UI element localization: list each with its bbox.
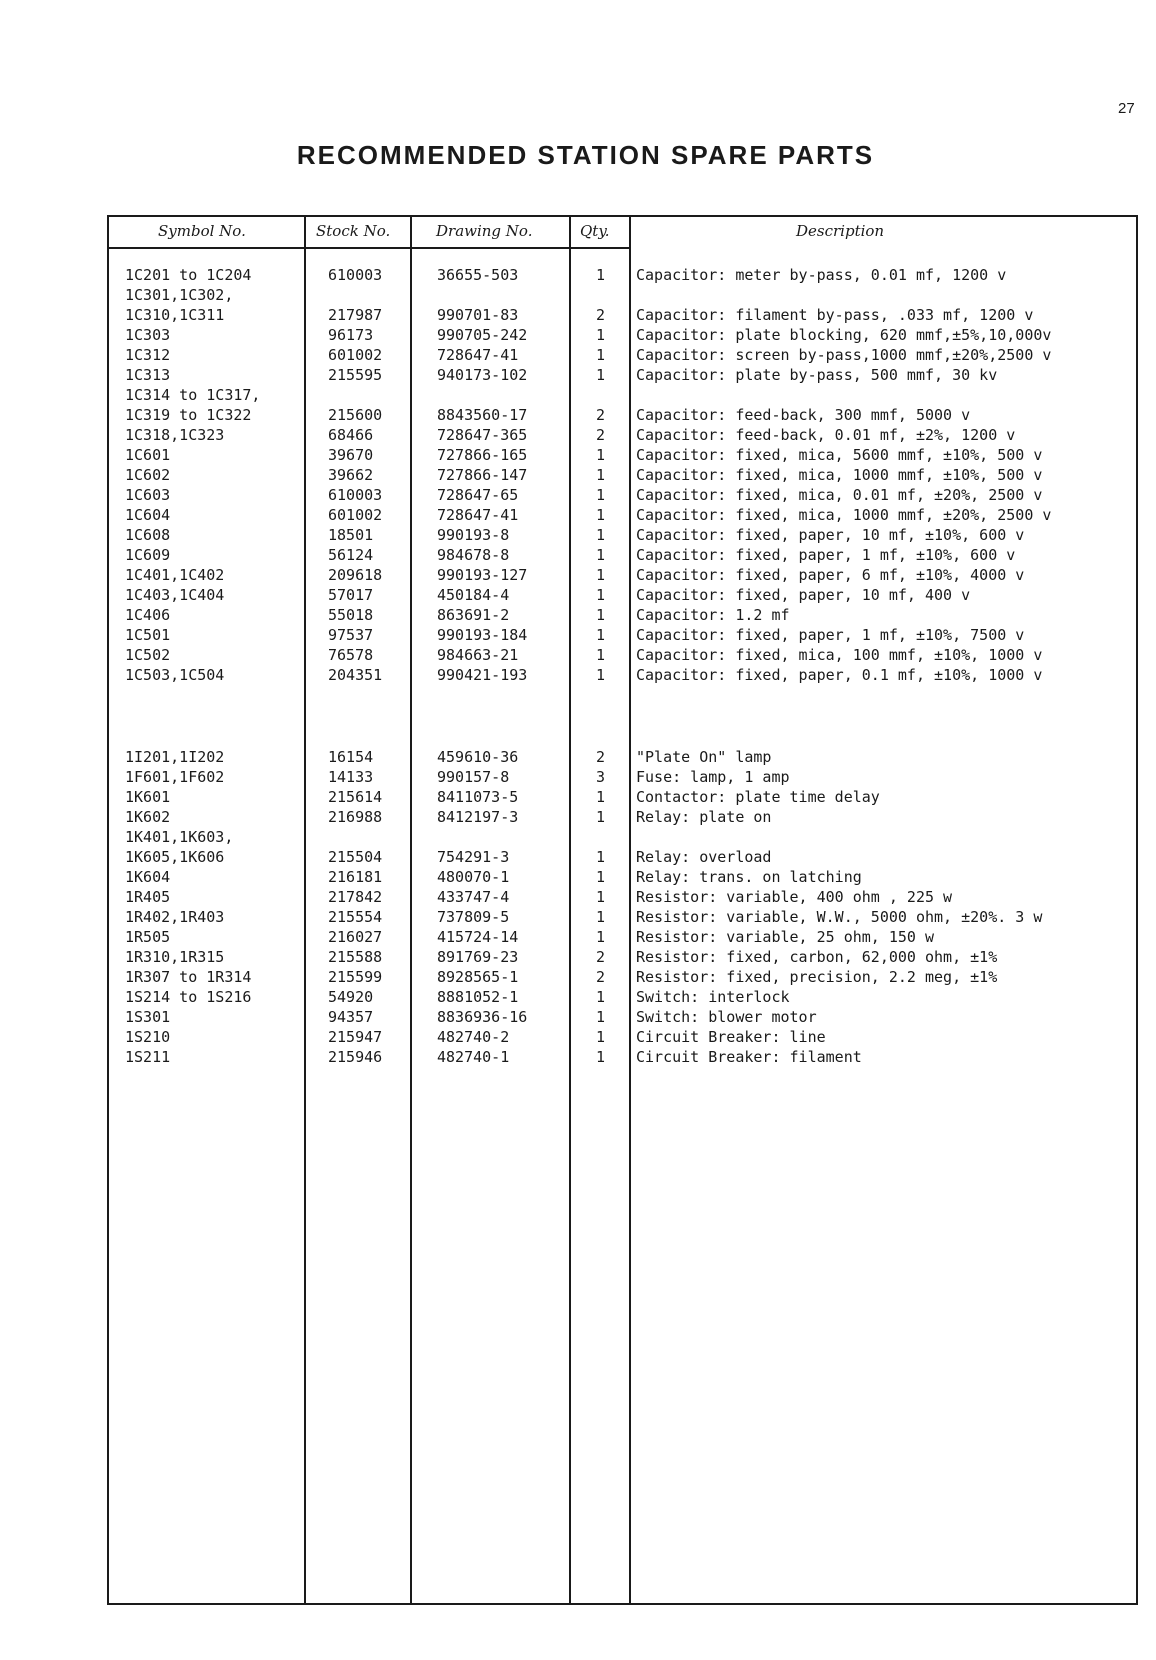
drawing-cell: 990705-242 (437, 326, 528, 344)
qty-cell: 3 (596, 768, 606, 786)
table-row (0, 265, 1156, 285)
symbol-cell: 1C603 (125, 486, 171, 504)
drawing-cell: 990193-8 (437, 526, 510, 544)
symbol-cell: 1C318,1C323 (125, 426, 225, 444)
drawing-cell: 727866-165 (437, 446, 528, 464)
symbol-cell: 1C401,1C402 (125, 566, 225, 584)
description-cell: Capacitor: screen by-pass,1000 mmf,±20%,2500 v (636, 346, 1052, 364)
header-symbol: Symbol No. (158, 222, 246, 240)
table-row (0, 485, 1156, 505)
drawing-cell: 990157-8 (437, 768, 510, 786)
drawing-cell: 8843560-17 (437, 406, 528, 424)
table-row (0, 445, 1156, 465)
table-row (0, 345, 1156, 365)
table-row (0, 665, 1156, 685)
description-cell: Resistor: variable, 25 ohm, 150 w (636, 928, 935, 946)
symbol-cell: 1C608 (125, 526, 171, 544)
description-cell: Resistor: variable, W.W., 5000 ohm, ±20%. 3 w (636, 908, 1043, 926)
table-row (0, 987, 1156, 1007)
qty-cell: 1 (596, 326, 606, 344)
symbol-cell: 1F601,1F602 (125, 768, 225, 786)
stock-cell: 18501 (328, 526, 374, 544)
symbol-cell: 1S210 (125, 1028, 171, 1046)
stock-cell: 215588 (328, 948, 383, 966)
table-row (0, 1007, 1156, 1027)
qty-cell: 1 (596, 868, 606, 886)
stock-cell: 216027 (328, 928, 383, 946)
table-row (0, 565, 1156, 585)
symbol-cell: 1C303 (125, 326, 171, 344)
stock-cell: 215599 (328, 968, 383, 986)
symbol-cell: 1R405 (125, 888, 171, 906)
symbol-cell: 1C301,1C302, (125, 286, 234, 304)
stock-cell: 14133 (328, 768, 374, 786)
stock-cell: 215946 (328, 1048, 383, 1066)
stock-cell: 217842 (328, 888, 383, 906)
qty-cell: 1 (596, 506, 606, 524)
description-cell: Relay: overload (636, 848, 772, 866)
stock-cell: 76578 (328, 646, 374, 664)
table-row (0, 947, 1156, 967)
qty-cell: 1 (596, 646, 606, 664)
stock-cell: 610003 (328, 266, 383, 284)
symbol-cell: 1C602 (125, 466, 171, 484)
description-cell: Capacitor: fixed, mica, 100 mmf, ±10%, 1000 v (636, 646, 1043, 664)
drawing-cell: 990193-127 (437, 566, 528, 584)
symbol-cell: 1C406 (125, 606, 171, 624)
table-row (0, 645, 1156, 665)
table-row (0, 827, 1156, 847)
stock-cell: 56124 (328, 546, 374, 564)
qty-cell: 1 (596, 586, 606, 604)
qty-cell: 2 (596, 426, 606, 444)
stock-cell: 601002 (328, 506, 383, 524)
stock-cell: 216988 (328, 808, 383, 826)
description-cell: "Plate On" lamp (636, 748, 772, 766)
table-row (0, 425, 1156, 445)
qty-cell: 1 (596, 266, 606, 284)
qty-cell: 2 (596, 968, 606, 986)
qty-cell: 1 (596, 788, 606, 806)
description-cell: Capacitor: fixed, mica, 1000 mmf, ±20%, 2500 v (636, 506, 1052, 524)
symbol-cell: 1C314 to 1C317, (125, 386, 261, 404)
stock-cell: 39662 (328, 466, 374, 484)
description-cell: Circuit Breaker: filament (636, 1048, 862, 1066)
symbol-cell: 1R402,1R403 (125, 908, 225, 926)
header-drawing: Drawing No. (436, 222, 533, 240)
table-row (0, 305, 1156, 325)
qty-cell: 1 (596, 486, 606, 504)
description-cell: Capacitor: fixed, mica, 0.01 mf, ±20%, 2500 v (636, 486, 1043, 504)
description-cell: Capacitor: feed-back, 0.01 mf, ±2%, 1200 v (636, 426, 1016, 444)
drawing-cell: 728647-65 (437, 486, 519, 504)
symbol-cell: 1K604 (125, 868, 171, 886)
description-cell: Capacitor: 1.2 mf (636, 606, 790, 624)
symbol-cell: 1R505 (125, 928, 171, 946)
symbol-cell: 1C604 (125, 506, 171, 524)
description-cell: Capacitor: meter by-pass, 0.01 mf, 1200 v (636, 266, 1007, 284)
drawing-cell: 984678-8 (437, 546, 510, 564)
stock-cell: 216181 (328, 868, 383, 886)
stock-cell: 39670 (328, 446, 374, 464)
qty-cell: 2 (596, 406, 606, 424)
table-row (0, 545, 1156, 565)
drawing-cell: 990421-193 (437, 666, 528, 684)
drawing-cell: 737809-5 (437, 908, 510, 926)
symbol-cell: 1S211 (125, 1048, 171, 1066)
qty-cell: 1 (596, 848, 606, 866)
drawing-cell: 727866-147 (437, 466, 528, 484)
stock-cell: 215504 (328, 848, 383, 866)
symbol-cell: 1K605,1K606 (125, 848, 225, 866)
drawing-cell: 482740-2 (437, 1028, 510, 1046)
qty-cell: 2 (596, 306, 606, 324)
description-cell: Relay: trans. on latching (636, 868, 862, 886)
stock-cell: 215554 (328, 908, 383, 926)
drawing-cell: 8411073-5 (437, 788, 519, 806)
table-row (0, 807, 1156, 827)
drawing-cell: 8928565-1 (437, 968, 519, 986)
table-row (0, 847, 1156, 867)
qty-cell: 1 (596, 446, 606, 464)
stock-cell: 215595 (328, 366, 383, 384)
symbol-cell: 1C501 (125, 626, 171, 644)
description-cell: Capacitor: plate by-pass, 500 mmf, 30 kv (636, 366, 998, 384)
stock-cell: 57017 (328, 586, 374, 604)
qty-cell: 1 (596, 526, 606, 544)
qty-cell: 1 (596, 546, 606, 564)
drawing-cell: 728647-41 (437, 506, 519, 524)
description-cell: Resistor: fixed, precision, 2.2 meg, ±1% (636, 968, 998, 986)
description-cell: Capacitor: fixed, mica, 1000 mmf, ±10%, 500 v (636, 466, 1043, 484)
qty-cell: 1 (596, 346, 606, 364)
description-cell: Capacitor: fixed, mica, 5600 mmf, ±10%, 500 v (636, 446, 1043, 464)
symbol-cell: 1R307 to 1R314 (125, 968, 252, 986)
qty-cell: 1 (596, 566, 606, 584)
drawing-cell: 36655-503 (437, 266, 519, 284)
qty-cell: 1 (596, 988, 606, 1006)
qty-cell: 1 (596, 888, 606, 906)
drawing-cell: 450184-4 (437, 586, 510, 604)
qty-cell: 1 (596, 908, 606, 926)
qty-cell: 1 (596, 808, 606, 826)
symbol-cell: 1C403,1C404 (125, 586, 225, 604)
table-row (0, 907, 1156, 927)
drawing-cell: 754291-3 (437, 848, 510, 866)
drawing-cell: 990193-184 (437, 626, 528, 644)
stock-cell: 601002 (328, 346, 383, 364)
drawing-cell: 863691-2 (437, 606, 510, 624)
drawing-cell: 990701-83 (437, 306, 519, 324)
table-row (0, 767, 1156, 787)
table-row (0, 505, 1156, 525)
drawing-cell: 728647-41 (437, 346, 519, 364)
drawing-cell: 984663-21 (437, 646, 519, 664)
stock-cell: 54920 (328, 988, 374, 1006)
drawing-cell: 891769-23 (437, 948, 519, 966)
table-row (0, 285, 1156, 305)
qty-cell: 1 (596, 626, 606, 644)
stock-cell: 204351 (328, 666, 383, 684)
drawing-cell: 728647-365 (437, 426, 528, 444)
description-cell: Capacitor: fixed, paper, 10 mf, 400 v (636, 586, 971, 604)
stock-cell: 215947 (328, 1028, 383, 1046)
table-row (0, 787, 1156, 807)
description-cell: Capacitor: feed-back, 300 mmf, 5000 v (636, 406, 971, 424)
description-cell: Switch: interlock (636, 988, 790, 1006)
stock-cell: 215600 (328, 406, 383, 424)
stock-cell: 96173 (328, 326, 374, 344)
drawing-cell: 459610-36 (437, 748, 519, 766)
stock-cell: 217987 (328, 306, 383, 324)
symbol-cell: 1R310,1R315 (125, 948, 225, 966)
symbol-cell: 1S301 (125, 1008, 171, 1026)
description-cell: Fuse: lamp, 1 amp (636, 768, 790, 786)
description-cell: Capacitor: fixed, paper, 0.1 mf, ±10%, 1000 v (636, 666, 1043, 684)
symbol-cell: 1C310,1C311 (125, 306, 225, 324)
symbol-cell: 1K602 (125, 808, 171, 826)
header-underline (107, 247, 631, 249)
qty-cell: 1 (596, 1048, 606, 1066)
table-row (0, 605, 1156, 625)
drawing-cell: 8881052-1 (437, 988, 519, 1006)
qty-cell: 1 (596, 928, 606, 946)
stock-cell: 16154 (328, 748, 374, 766)
description-cell: Capacitor: fixed, paper, 1 mf, ±10%, 600 v (636, 546, 1016, 564)
description-cell: Circuit Breaker: line (636, 1028, 826, 1046)
table-row (0, 747, 1156, 767)
table-row (0, 927, 1156, 947)
symbol-cell: 1C319 to 1C322 (125, 406, 252, 424)
table-row (0, 325, 1156, 345)
description-cell: Capacitor: fixed, paper, 10 mf, ±10%, 600 v (636, 526, 1025, 544)
description-cell: Capacitor: filament by-pass, .033 mf, 1200 v (636, 306, 1034, 324)
page-number: 27 (1118, 100, 1135, 117)
table-row (0, 365, 1156, 385)
qty-cell: 1 (596, 666, 606, 684)
drawing-cell: 940173-102 (437, 366, 528, 384)
description-cell: Capacitor: fixed, paper, 6 mf, ±10%, 4000 v (636, 566, 1025, 584)
symbol-cell: 1C312 (125, 346, 171, 364)
header-stock: Stock No. (316, 222, 391, 240)
page-title: RECOMMENDED STATION SPARE PARTS (296, 140, 875, 170)
description-cell: Capacitor: plate blocking, 620 mmf,±5%,10,000v (636, 326, 1052, 344)
symbol-cell: 1S214 to 1S216 (125, 988, 252, 1006)
stock-cell: 94357 (328, 1008, 374, 1026)
qty-cell: 2 (596, 948, 606, 966)
table-row (0, 525, 1156, 545)
qty-cell: 1 (596, 1028, 606, 1046)
stock-cell: 68466 (328, 426, 374, 444)
qty-cell: 1 (596, 1008, 606, 1026)
stock-cell: 209618 (328, 566, 383, 584)
table-row (0, 1047, 1156, 1067)
symbol-cell: 1I201,1I202 (125, 748, 225, 766)
table-row (0, 585, 1156, 605)
stock-cell: 55018 (328, 606, 374, 624)
table-row (0, 405, 1156, 425)
table-row (0, 1027, 1156, 1047)
table-row (0, 867, 1156, 887)
table-row (0, 967, 1156, 987)
description-cell: Resistor: fixed, carbon, 62,000 ohm, ±1% (636, 948, 998, 966)
description-cell: Resistor: variable, 400 ohm , 225 w (636, 888, 953, 906)
drawing-cell: 433747-4 (437, 888, 510, 906)
drawing-cell: 415724-14 (437, 928, 519, 946)
header-description: Description (796, 222, 885, 240)
qty-cell: 1 (596, 366, 606, 384)
symbol-cell: 1C503,1C504 (125, 666, 225, 684)
table-row (0, 385, 1156, 405)
qty-cell: 1 (596, 606, 606, 624)
symbol-cell: 1K401,1K603, (125, 828, 234, 846)
stock-cell: 97537 (328, 626, 374, 644)
description-cell: Relay: plate on (636, 808, 772, 826)
drawing-cell: 482740-1 (437, 1048, 510, 1066)
drawing-cell: 480070-1 (437, 868, 510, 886)
table-row (0, 887, 1156, 907)
description-cell: Capacitor: fixed, paper, 1 mf, ±10%, 7500 v (636, 626, 1025, 644)
symbol-cell: 1C201 to 1C204 (125, 266, 252, 284)
description-cell: Contactor: plate time delay (636, 788, 880, 806)
symbol-cell: 1C502 (125, 646, 171, 664)
symbol-cell: 1C609 (125, 546, 171, 564)
drawing-cell: 8836936-16 (437, 1008, 528, 1026)
description-cell: Switch: blower motor (636, 1008, 817, 1026)
drawing-cell: 8412197-3 (437, 808, 519, 826)
symbol-cell: 1K601 (125, 788, 171, 806)
qty-cell: 1 (596, 466, 606, 484)
qty-cell: 2 (596, 748, 606, 766)
stock-cell: 215614 (328, 788, 383, 806)
table-row (0, 625, 1156, 645)
symbol-cell: 1C313 (125, 366, 171, 384)
table-row (0, 465, 1156, 485)
header-qty: Qty. (580, 222, 610, 240)
symbol-cell: 1C601 (125, 446, 171, 464)
stock-cell: 610003 (328, 486, 383, 504)
